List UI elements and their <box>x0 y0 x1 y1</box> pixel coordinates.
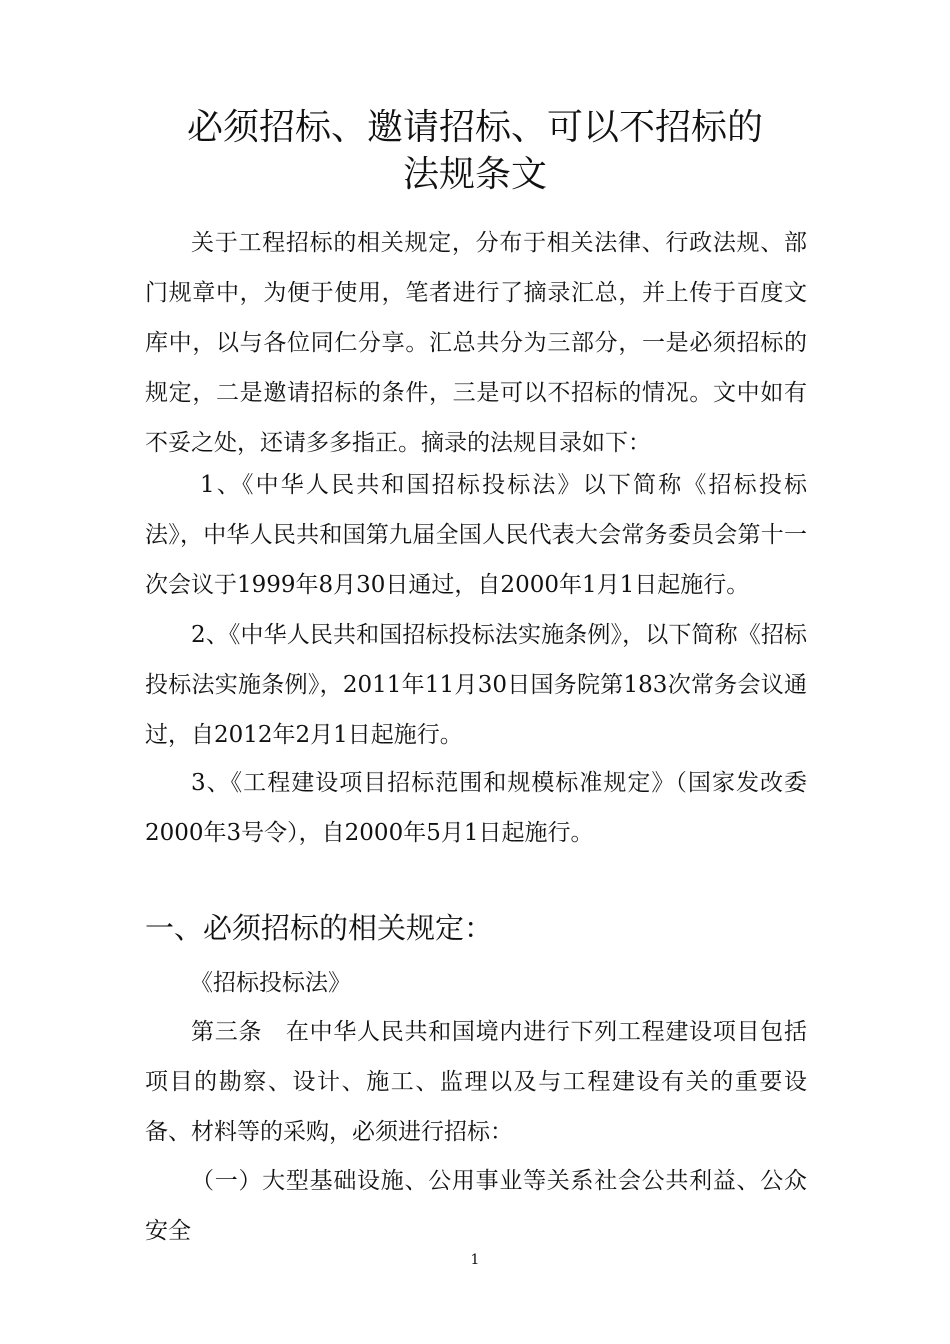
clause-1: （一）大型基础设施、公用事业等关系社会公共利益、公众安全 <box>145 1168 807 1244</box>
regulation-item-3: 3、《工程建设项目招标范围和规模标准规定》（国家发改委2000年3号令），自2000年5月1日起施行。 <box>145 770 807 846</box>
page-number: 1 <box>470 1252 480 1268</box>
regulation-item-2: 2、《中华人民共和国招标投标法实施条例》，以下简称《招标投标法实施条例》，2011年11月30日国务院第183次常务会议通过，自2012年2月1日起施行。 <box>145 622 807 748</box>
document-title-line1: 必须招标、邀请招标、可以不招标的 <box>186 107 763 148</box>
law-name: 《招标投标法》 <box>190 970 351 996</box>
intro-paragraph: 关于工程招标的相关规定，分布于相关法律、行政法规、部门规章中，为便于使用，笔者进行了摘录汇总，并上传于百度文库中，以与各位同仁分享。汇总共分为三部分，一是必须招标的规定，二是邀请招标的条件，三是可以不招标的情况。文中如有不妥之处，还请多多指正。摘录的法规目录如下： <box>145 230 807 456</box>
regulation-item-1: 1、《中华人民共和国招标投标法》以下简称《招标投标法》，中华人民共和国第九届全国人民代表大会常务委员会第十一次会议于1999年8月30日通过，自2000年1月1日起施行。 <box>145 472 807 598</box>
document-title-line2: 法规条文 <box>402 154 547 195</box>
article-3: 第三条 在中华人民共和国境内进行下列工程建设项目包括项目的勘察、设计、施工、监理以及与工程建设有关的重要设备、材料等的采购，必须进行招标： <box>145 1019 807 1145</box>
section-heading: 一、必须招标的相关规定： <box>145 911 494 945</box>
